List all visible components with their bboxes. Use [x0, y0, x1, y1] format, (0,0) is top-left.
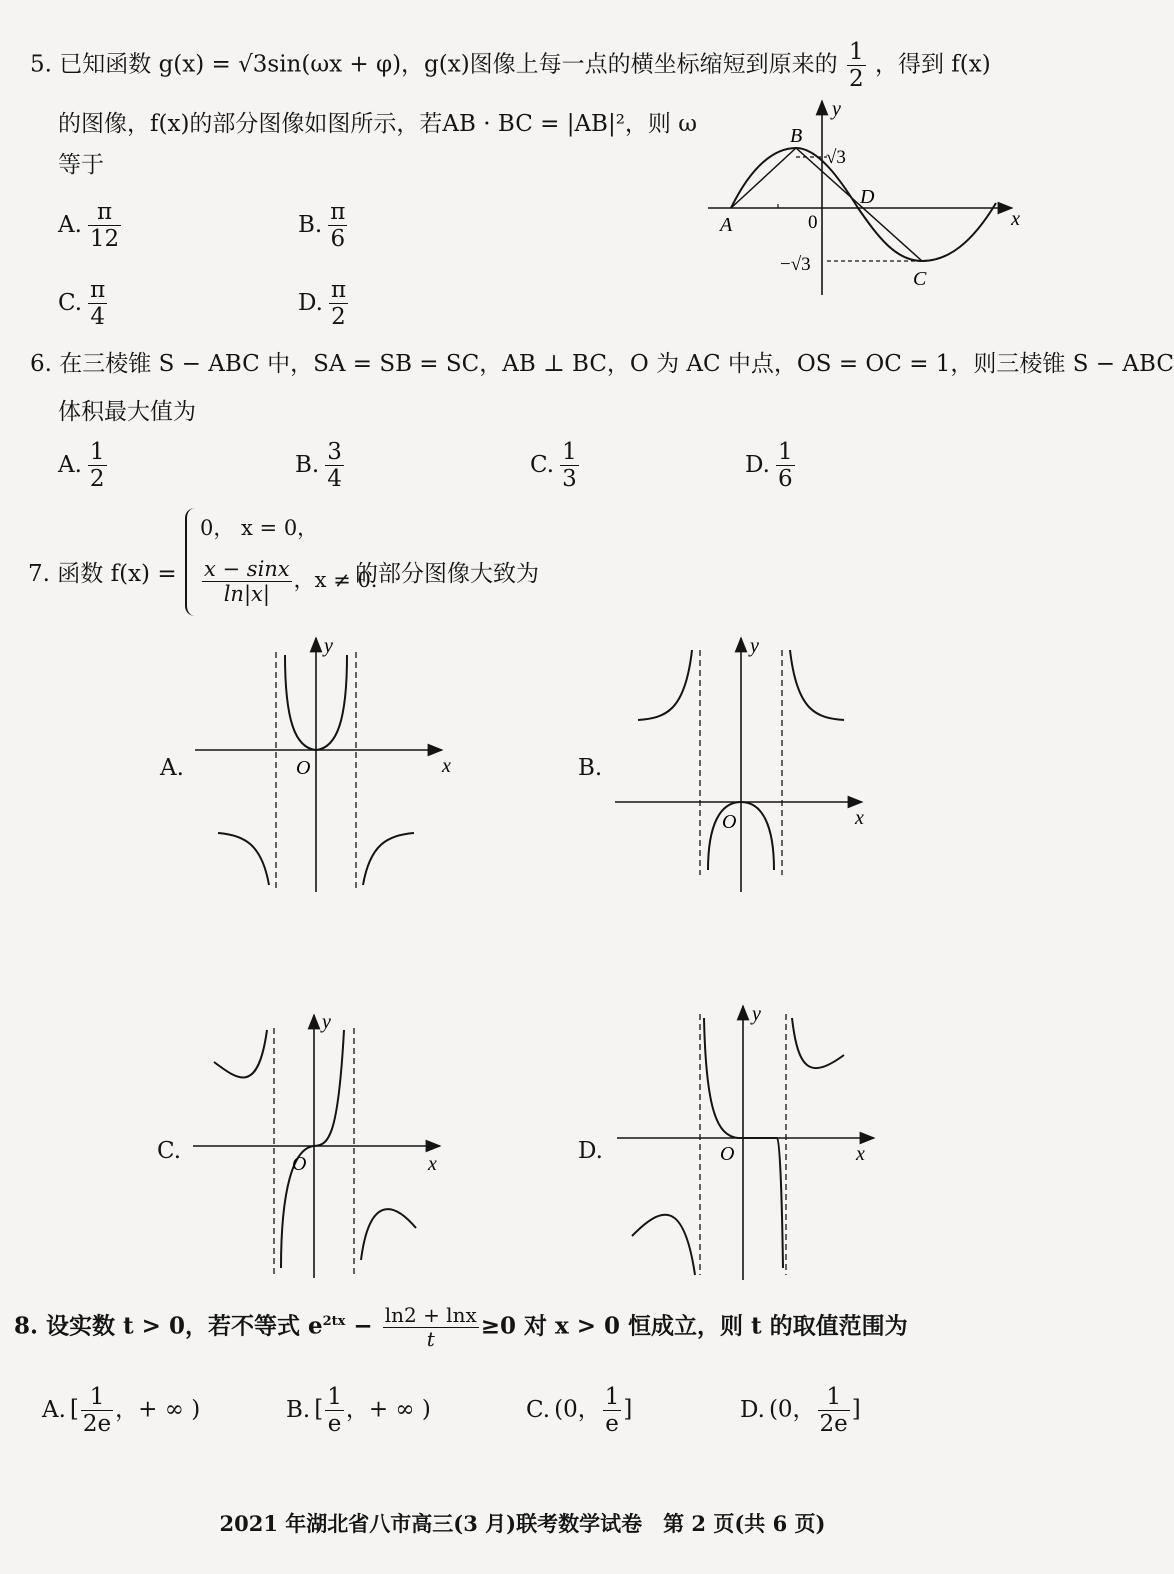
svg-text:x: x	[428, 1153, 437, 1175]
graph-a-label[interactable]: A.	[160, 755, 184, 781]
q5-line1: 5. 已知函数 g(x) = √3sin(ωx + φ)，g(x)图像上每一点的横坐标缩短到原来的 $\frac{1}{2}$ ，得到 f(x)	[30, 39, 991, 93]
origin-label: 0	[808, 212, 818, 233]
q5-sine-figure	[700, 95, 1020, 300]
q5-option-b[interactable]: B. $\frac{\pi}{6}$	[298, 199, 346, 253]
q7-case2: $\frac{x - \sin x}{\ln|x|}$ ，x ≠ 0.	[204, 557, 378, 607]
svg-text:O: O	[296, 757, 311, 779]
point-d-label: D	[860, 186, 875, 208]
graph-a[interactable]	[190, 630, 450, 895]
q5-option-a[interactable]: A. $\frac{\pi}{12}$	[58, 199, 120, 253]
point-b-label: B	[790, 125, 803, 147]
neg-sqrt3-label: −√3	[780, 254, 811, 275]
x-label: x	[1011, 208, 1020, 230]
sqrt3-label: √3	[826, 147, 846, 168]
graph-b[interactable]	[610, 630, 875, 895]
q5-half-fraction: $\frac{1}{2}$	[849, 39, 864, 93]
graph-d-label[interactable]: D.	[578, 1138, 603, 1164]
q6-line2: 体积最大值为	[58, 399, 196, 425]
q5-option-c[interactable]: C. $\frac{\pi}{4}$	[58, 277, 106, 331]
q8-option-d[interactable]: D. (0， $\frac{1}{2e}$ ]	[740, 1384, 861, 1438]
q8-option-a[interactable]: A. [ $\frac{1}{2e}$ ，+ ∞ )	[42, 1384, 201, 1438]
q6-line1: 6. 在三棱锥 S − ABC 中，SA = SB = SC，AB ⊥ BC，O 为 AC 中点，OS = OC = 1，则三棱锥 S − ABC	[30, 351, 1174, 377]
graph-c[interactable]	[188, 1010, 450, 1280]
svg-text:x: x	[442, 755, 451, 777]
svg-text:O: O	[722, 811, 737, 833]
q5-number: 5.	[30, 51, 52, 78]
q6-option-c[interactable]: C. $\frac{1}{3}$	[530, 439, 577, 493]
q8-option-c[interactable]: C. (0， $\frac{1}{e}$ ]	[526, 1384, 633, 1438]
q7-case1: 0， x = 0，	[200, 516, 319, 540]
graph-c-label[interactable]: C.	[157, 1138, 182, 1164]
svg-text:O: O	[292, 1153, 307, 1175]
q5-line2: 的图像，f(x)的部分图像如图所示，若AB · BC = |AB|²，则 ω	[58, 111, 697, 137]
point-c-label: C	[913, 268, 927, 290]
svg-text:x: x	[855, 807, 864, 829]
svg-text:y: y	[324, 635, 333, 657]
q6-option-d[interactable]: D. $\frac{1}{6}$	[745, 439, 793, 493]
q7-brace	[185, 508, 197, 616]
graph-b-label[interactable]: B.	[578, 755, 603, 781]
q8-option-b[interactable]: B. [ $\frac{1}{e}$ ，+ ∞ )	[286, 1384, 431, 1438]
y-label: y	[832, 98, 841, 120]
svg-text:y: y	[750, 635, 759, 657]
svg-text:y: y	[752, 1003, 761, 1025]
svg-text:O: O	[720, 1143, 735, 1165]
q7-lead: 7. 函数 f(x) =	[28, 561, 177, 587]
point-a-label: A	[720, 214, 733, 236]
q8-line1: 8. 设实数 t > 0，若不等式 $e^{2tx}$ − $\frac{\ln 2 + \ln x}{t}$ ≥0 对 x > 0 恒成立，则 t 的取值范围为	[14, 1303, 908, 1351]
q7-tail: 的部分图像大致为	[355, 561, 539, 587]
q6-option-a[interactable]: A. $\frac{1}{2}$	[58, 439, 105, 493]
q5-line3: 等于	[58, 152, 104, 178]
q6-option-b[interactable]: B. $\frac{3}{4}$	[295, 439, 342, 493]
graph-d[interactable]	[612, 1000, 880, 1282]
svg-text:y: y	[322, 1011, 331, 1033]
page-footer: 2021 年湖北省八市高三(3 月)联考数学试卷 第 2 页(共 6 页)	[219, 1511, 826, 1536]
q5-option-d[interactable]: D. $\frac{\pi}{2}$	[298, 277, 347, 331]
svg-text:x: x	[856, 1143, 865, 1165]
